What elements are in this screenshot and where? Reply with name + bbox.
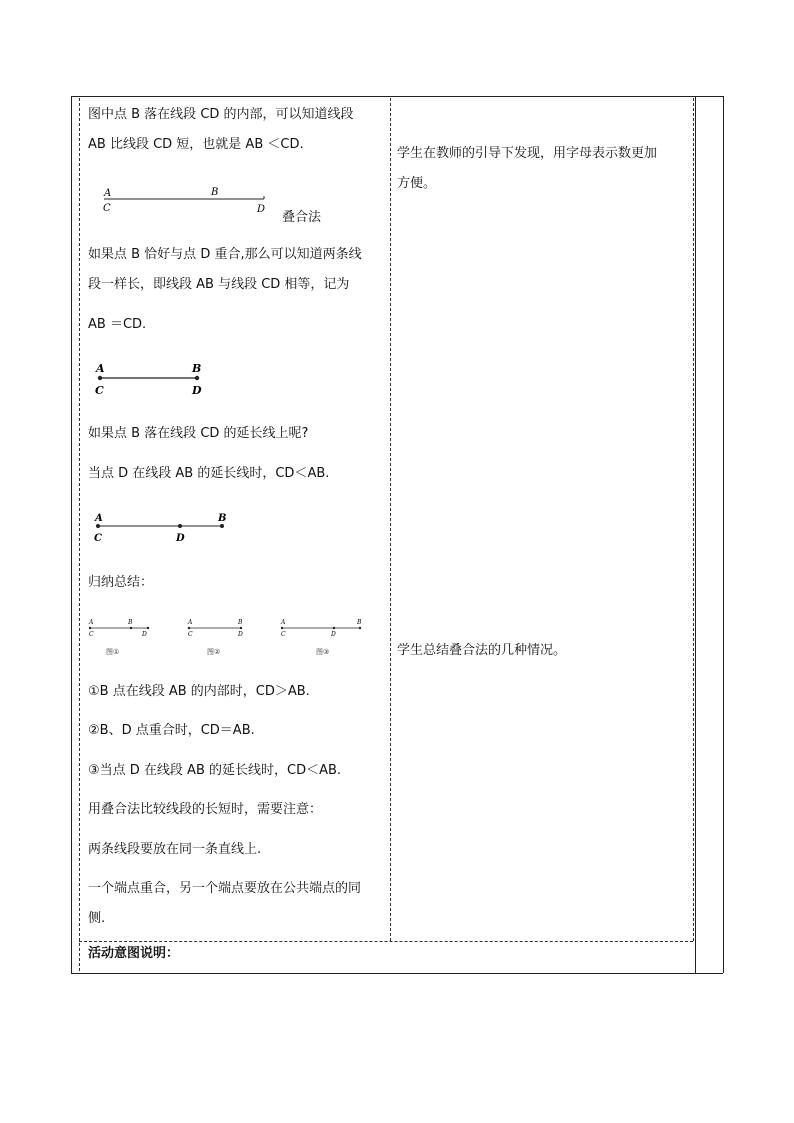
paragraph-1-line-2: AB 比线段 CD 短，也就是 AB ＜CD. xyxy=(88,137,304,152)
mini3-caption: 图③ xyxy=(316,648,330,656)
mini3-label-d: D xyxy=(331,631,336,638)
table-bottom-border xyxy=(71,973,723,974)
figure-1-caption: 叠合法 xyxy=(282,210,322,225)
fig2-label-c: C xyxy=(95,384,104,397)
paragraph-4: 当点 D 在线段 AB 的延长线时，CD＜AB. xyxy=(88,466,330,481)
paragraph-3: 如果点 B 落在线段 CD 的延长线上呢? xyxy=(88,426,309,441)
mini1-label-a: A xyxy=(89,619,94,626)
note-2-line-1: 一个端点重合，另一个端点要放在公共端点的同 xyxy=(88,881,362,896)
fig1-label-c: C xyxy=(103,203,111,214)
paragraph-1-line-1: 图中点 B 落在线段 CD 的内部，可以知道线段 xyxy=(88,107,354,122)
paragraph-2-line-3: AB ＝CD. xyxy=(88,317,147,332)
mini2-label-d: D xyxy=(238,631,243,638)
fig1-label-a: A xyxy=(104,188,112,199)
mini2-label-a: A xyxy=(188,619,193,626)
note-title: 用叠合法比较线段的长短时，需要注意： xyxy=(88,802,323,817)
fig3-label-c: C xyxy=(94,533,102,544)
case-3: ③当点 D 在线段 AB 的延长线时，CD＜AB. xyxy=(88,763,342,778)
fig3-label-d: D xyxy=(176,533,185,544)
figure-1-b-inside-cd xyxy=(100,186,280,216)
paragraph-2-line-2: 段一样长，即线段 AB 与线段 CD 相等，记为 xyxy=(88,277,350,292)
mini-figure-2 xyxy=(185,614,265,660)
figure-2-b-on-d xyxy=(92,358,232,398)
fig1-label-d: D xyxy=(257,204,266,215)
activity-intent-label: 活动意图说明： xyxy=(88,946,180,961)
mini2-label-c: C xyxy=(188,631,193,638)
mini2-label-b: B xyxy=(238,619,243,626)
fig1-label-b: B xyxy=(211,187,219,198)
table-right-border xyxy=(723,96,724,973)
fig2-label-d: D xyxy=(192,384,202,397)
table-top-border xyxy=(71,96,723,97)
note-1: 两条线段要放在同一条直线上. xyxy=(88,842,262,857)
right-text-1-line-1: 学生在教师的引导下发现，用字母表示数更加 xyxy=(397,146,658,161)
table-left-border xyxy=(71,96,72,973)
mini1-label-b: B xyxy=(128,619,133,626)
fig3-label-b: B xyxy=(218,513,227,524)
right-text-2: 学生总结叠合法的几种情况。 xyxy=(397,643,567,658)
mini-figure-1 xyxy=(86,614,166,660)
note-2-line-2: 侧. xyxy=(88,911,106,926)
case-1: ①B 点在线段 AB 的内部时，CD＞AB. xyxy=(88,684,310,699)
content-left-dashed-border xyxy=(79,98,80,971)
mini1-label-d: D xyxy=(142,631,147,638)
row-dashed-divider xyxy=(79,941,693,942)
paragraph-2-line-1: 如果点 B 恰好与点 D 重合,那么可以知道两条线 xyxy=(88,247,362,262)
mini3-label-b: B xyxy=(357,619,362,626)
right-text-1-line-2: 方便。 xyxy=(397,176,437,191)
side-column-divider xyxy=(695,96,696,973)
mini-figure-3 xyxy=(278,614,368,660)
mini2-caption: 图② xyxy=(207,648,221,656)
fig2-label-a: A xyxy=(96,362,105,375)
fig2-label-b: B xyxy=(192,362,202,375)
summary-title: 归纳总结： xyxy=(88,575,154,590)
mini1-caption: 图① xyxy=(106,648,120,656)
mini3-label-c: C xyxy=(281,631,286,638)
mini1-label-c: C xyxy=(89,631,94,638)
figure-3-d-on-extension xyxy=(92,510,252,546)
column-dashed-divider xyxy=(390,98,391,941)
mini3-label-a: A xyxy=(281,619,286,626)
fig3-label-a: A xyxy=(95,513,103,524)
case-2: ②B、D 点重合时，CD＝AB. xyxy=(88,723,255,738)
content-right-dashed-border xyxy=(693,98,694,941)
